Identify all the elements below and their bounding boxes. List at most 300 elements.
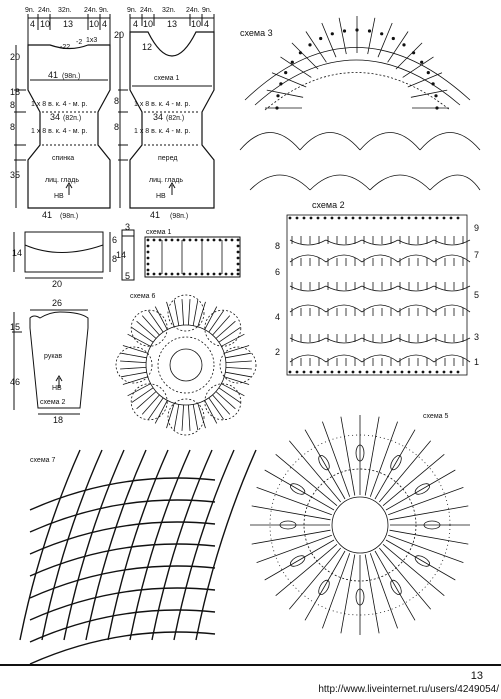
- stitch-ray: [213, 316, 230, 336]
- stitch-ray: [221, 384, 244, 396]
- stitch-dot: [432, 82, 435, 85]
- stitch-ray: [390, 530, 469, 544]
- stitch-ray: [121, 372, 147, 377]
- stitch-dot: [177, 239, 180, 242]
- front-waist-row-1: 1 x 8 в. к. 4 - м. р.: [134, 101, 191, 108]
- back-width-stitches: (98n.): [62, 73, 81, 80]
- front-direction: НВ: [156, 193, 166, 200]
- stitch-dot: [450, 371, 453, 374]
- stitch-ray: [188, 299, 190, 325]
- stitch-dot: [147, 251, 150, 254]
- stitch-dot: [380, 217, 383, 220]
- net-curve: [30, 588, 215, 620]
- stitch-dot: [276, 94, 279, 97]
- stitch-ray: [365, 417, 379, 496]
- petal-arc: [116, 347, 152, 383]
- stitch-dot: [177, 273, 180, 276]
- stitch-ray: [224, 346, 249, 354]
- stitch-arch: [362, 286, 398, 291]
- belt-piece: [14, 232, 110, 278]
- stitch-arch: [326, 305, 362, 312]
- schema-1: [145, 237, 240, 277]
- stitch-arch: [362, 305, 398, 312]
- back-bottom-stitches: (98п.): [60, 213, 79, 220]
- back-top-value-4: 10: [89, 19, 100, 29]
- stitch-ray: [167, 302, 175, 327]
- stitch-ray: [341, 555, 355, 634]
- stitch-dot: [457, 217, 460, 220]
- stitch-dot: [147, 245, 150, 248]
- stitch-arch: [398, 305, 434, 312]
- stitch-dot: [231, 239, 234, 242]
- belt-width: 20: [52, 279, 63, 289]
- stitch-ray: [396, 43, 422, 69]
- stitch-arch: [362, 355, 398, 362]
- petal-arc: [131, 384, 167, 420]
- stitch-ray: [174, 404, 179, 430]
- stitch-dot: [289, 217, 292, 220]
- stitch-dot: [225, 239, 228, 242]
- strip-labels: [116, 222, 130, 281]
- stitch-arch: [434, 355, 470, 362]
- stitch-ray: [390, 506, 469, 520]
- back-top-width-4: 24n.: [84, 7, 98, 14]
- stitch-dot: [237, 269, 240, 272]
- petal-arc: [168, 399, 204, 435]
- stitch-arch: [434, 338, 470, 343]
- strip-value-1: 3: [125, 222, 131, 232]
- back-top-width-5: 9n.: [99, 7, 109, 14]
- stitch-dot: [159, 273, 162, 276]
- back-labels: [10, 7, 109, 220]
- stitch-dot: [427, 71, 430, 74]
- back-neck-step-3: 1x3: [86, 37, 98, 44]
- stitch-ray: [148, 311, 163, 332]
- front-top-value-3: 13: [167, 19, 178, 29]
- stitch-ray: [182, 405, 184, 431]
- stitch-dot: [415, 371, 418, 374]
- stitch-dot: [422, 217, 425, 220]
- front-waist-width: 34: [153, 112, 164, 122]
- stitch-dot: [317, 217, 320, 220]
- front-side-3: 8: [114, 96, 120, 106]
- front-waist-stitches: (82п.): [166, 115, 185, 122]
- stitch-dot: [355, 28, 358, 31]
- stitch-dot: [296, 217, 299, 220]
- stitch-ray: [148, 398, 163, 419]
- stitch-dot: [237, 245, 240, 248]
- front-waist-row-2: 1 x 8 в. к. 4 - м. р.: [134, 128, 191, 135]
- stitch-dot: [219, 273, 222, 276]
- stitch-dot: [429, 371, 432, 374]
- stitch-dot: [219, 239, 222, 242]
- strip-value-3: 5: [125, 271, 131, 281]
- stitch-dot: [401, 371, 404, 374]
- stitch-ray: [128, 334, 151, 346]
- back-side-2: 18: [10, 87, 21, 97]
- stitch-arch: [398, 338, 434, 343]
- stitch-dot: [171, 239, 174, 242]
- stitch-dot: [237, 251, 240, 254]
- stitch-ray: [225, 372, 251, 377]
- stitch-dot: [237, 257, 240, 260]
- schema-2-row-right-1: 9: [474, 223, 480, 233]
- back-waist-width: 34: [50, 112, 61, 122]
- stitch-dot: [443, 371, 446, 374]
- stitch-ray: [193, 404, 198, 430]
- schema-6-title: схема 6: [130, 293, 156, 300]
- sleeve-bottom-width: 18: [53, 415, 64, 425]
- petal-arc: [131, 310, 167, 346]
- stitch-dot: [147, 239, 150, 242]
- stitch-ray: [137, 321, 157, 338]
- stitch-dot: [225, 273, 228, 276]
- stitch-dot: [324, 371, 327, 374]
- page-number: 13: [470, 670, 483, 682]
- belt-height: 14: [12, 248, 23, 258]
- stitch-dot: [420, 61, 423, 64]
- stitch-ray: [225, 353, 251, 358]
- stitch-dot: [213, 239, 216, 242]
- stitch-arch: [326, 355, 362, 362]
- stitch-arch: [362, 255, 398, 262]
- back-top-value-1: 4: [30, 19, 36, 29]
- schema-3-title: схема 3: [240, 28, 273, 38]
- stitch-ray: [341, 417, 355, 496]
- schema-3: [240, 16, 480, 190]
- stitch-dot: [394, 217, 397, 220]
- stitch-dot: [195, 273, 198, 276]
- front-top-width-3: 32n.: [162, 7, 176, 14]
- stitch-dot: [147, 257, 150, 260]
- back-top-width-3: 32n.: [58, 7, 72, 14]
- stitch-ray: [155, 400, 167, 423]
- back-waist-row-2: 1 x 8 в. к. 4 - м. р.: [31, 128, 88, 135]
- stitch-arch: [290, 338, 326, 343]
- stitch-dot: [324, 217, 327, 220]
- stitch-dot: [284, 71, 287, 74]
- back-side-5: 35: [10, 170, 21, 180]
- stitch-dot: [387, 217, 390, 220]
- stitch-arch: [326, 286, 362, 291]
- stitch-ray: [265, 540, 334, 580]
- stitch-dot: [415, 217, 418, 220]
- stitch-dot: [207, 273, 210, 276]
- back-neck-step-1: -22: [60, 44, 71, 51]
- front-bottom-width: 41: [150, 210, 161, 220]
- stitch-dot: [366, 371, 369, 374]
- stitch-dot: [317, 371, 320, 374]
- stitch-dot: [345, 371, 348, 374]
- stitch-ray: [193, 300, 198, 326]
- stitch-dot: [195, 239, 198, 242]
- stitch-ray: [252, 506, 331, 520]
- sleeve-schema: схема 2: [40, 399, 66, 406]
- stitch-dot: [171, 273, 174, 276]
- front-top-width-1: 9n.: [127, 7, 137, 14]
- stitch-arch: [290, 240, 326, 245]
- back-side-1: 20: [10, 52, 21, 62]
- front-top-value-5: 4: [204, 19, 210, 29]
- stitch-dot: [279, 82, 282, 85]
- stitch-dot: [359, 371, 362, 374]
- stitch-dot: [183, 239, 186, 242]
- stitch-ray: [226, 361, 252, 363]
- stitch-ray: [209, 398, 224, 419]
- stitch-ray: [120, 367, 146, 369]
- page-footer: [0, 664, 501, 699]
- sleeve-direction: НВ: [52, 385, 62, 392]
- net-curve: [64, 450, 124, 640]
- net-curve: [30, 610, 215, 642]
- schema-2-title: схема 2: [312, 200, 345, 210]
- stitch-arch: [434, 305, 470, 312]
- schema-7: [20, 450, 256, 664]
- front-top-value-1: 4: [133, 19, 139, 29]
- stitch-arch: [398, 240, 434, 245]
- schema-5-title: схема 5: [423, 413, 449, 420]
- strip-value-2: 14: [116, 250, 127, 260]
- back-top-value-2: 10: [40, 19, 51, 29]
- stitch-ray: [306, 32, 327, 63]
- stitch-dot: [392, 37, 395, 40]
- stitch-dot: [408, 371, 411, 374]
- stitch-ray: [221, 334, 244, 346]
- stitch-ray: [219, 388, 240, 403]
- stitch-ray: [216, 321, 236, 338]
- front-bottom-stitches: (98п.): [170, 213, 189, 220]
- stitch-ray: [137, 392, 157, 409]
- stitch-dot: [159, 239, 162, 242]
- stitch-dot: [291, 61, 294, 64]
- net-curve: [30, 632, 215, 664]
- stitch-arch: [398, 286, 434, 291]
- stitch-ray: [386, 470, 455, 510]
- stitch-ray: [292, 43, 318, 69]
- schema-7-title: схема 7: [30, 457, 56, 464]
- stitch-dot: [366, 217, 369, 220]
- stitch-dot: [237, 239, 240, 242]
- stitch-dot: [183, 273, 186, 276]
- stitch-ray: [272, 73, 306, 87]
- stitch-dot: [299, 51, 302, 54]
- sleeve-side-2: 46: [10, 377, 21, 387]
- stitch-ray: [209, 311, 224, 332]
- schema-5: [250, 415, 470, 635]
- stitch-dot: [380, 32, 383, 35]
- source-url[interactable]: http://www.liveinternet.ru/users/4249054/: [318, 684, 499, 695]
- stitch-dot: [434, 94, 437, 97]
- stitch-ray: [155, 307, 167, 330]
- stitch-ray: [132, 327, 153, 342]
- stitch-dot: [237, 273, 240, 276]
- schema-2-row-left-3: 4: [275, 312, 281, 322]
- stitch-arch: [434, 286, 470, 291]
- stitch-arch: [398, 355, 434, 362]
- stitch-dot: [310, 217, 313, 220]
- front-top-width-5: 9n.: [202, 7, 212, 14]
- stitch-dot: [231, 273, 234, 276]
- back-stitch: лиц. гладь: [45, 177, 80, 184]
- stitch-arch: [290, 255, 326, 262]
- stitch-dot: [435, 106, 438, 109]
- stitch-ray: [375, 551, 415, 620]
- stitch-dot: [147, 263, 150, 266]
- sleeve-name: рукав: [44, 353, 63, 360]
- schema-1-title: схема 1: [146, 229, 172, 236]
- back-top-width-2: 24n.: [38, 7, 52, 14]
- belt-side-2: 8: [112, 254, 118, 264]
- schema-6: [116, 295, 256, 435]
- stitch-dot: [289, 371, 292, 374]
- stitch-dot: [380, 371, 383, 374]
- petal-arc: [168, 295, 204, 331]
- schema-2-row-right-5: 1: [474, 357, 480, 367]
- footer-divider: [0, 664, 501, 666]
- back-waist-row-1: 1 x 8 в. к. 4 - м. р.: [31, 101, 88, 108]
- stitch-ray: [281, 57, 312, 78]
- back-direction: НВ: [54, 193, 64, 200]
- stitch-dot: [165, 239, 168, 242]
- sleeve-top-width: 26: [52, 298, 63, 308]
- schema-2-row-right-4: 3: [474, 332, 480, 342]
- front-top-value-2: 10: [143, 19, 154, 29]
- back-waist-stitches: (82п.): [63, 115, 82, 122]
- stitch-dot: [189, 273, 192, 276]
- belt-side-1: 6: [112, 235, 118, 245]
- stitch-ray: [216, 392, 236, 409]
- petal-arc: [205, 310, 241, 346]
- stitch-ray: [386, 540, 455, 580]
- net-curve: [86, 450, 146, 640]
- stitch-dot: [450, 217, 453, 220]
- belt-labels: [12, 235, 117, 289]
- stitch-dot: [296, 371, 299, 374]
- schema-2-row-right-2: 7: [474, 250, 480, 260]
- stitch-dot: [373, 217, 376, 220]
- stitch-dot: [147, 273, 150, 276]
- back-side-3: 8: [10, 100, 16, 110]
- stitch-dot: [343, 29, 346, 32]
- stitch-dot: [387, 371, 390, 374]
- stitch-dot: [303, 371, 306, 374]
- petal-arc: [220, 347, 256, 383]
- stitch-ray: [128, 384, 151, 396]
- stitch-dot: [373, 371, 376, 374]
- front-schema-label: схема 1: [154, 75, 180, 82]
- front-top-value-4: 10: [191, 19, 202, 29]
- stitch-ray: [142, 395, 159, 415]
- stitch-ray: [174, 300, 179, 326]
- back-bottom-width: 41: [42, 210, 53, 220]
- schema-2: [287, 215, 470, 375]
- stitch-dot: [436, 371, 439, 374]
- stitch-ray: [123, 377, 148, 385]
- stitch-dot: [338, 371, 341, 374]
- front-stitch: лиц. гладь: [149, 177, 184, 184]
- stitch-dot: [394, 371, 397, 374]
- stitch-arch: [434, 255, 470, 262]
- net-curve: [30, 522, 215, 554]
- front-top-width-4: 24n.: [186, 7, 200, 14]
- petal-arc: [205, 384, 241, 420]
- stitch-ray: [182, 299, 184, 325]
- front-side-4: 8: [114, 122, 120, 132]
- stitch-dot: [153, 239, 156, 242]
- stitch-dot: [331, 371, 334, 374]
- stitch-arch: [326, 240, 362, 245]
- stitch-ray: [375, 430, 415, 499]
- stitch-arch: [326, 338, 362, 343]
- back-name: спинка: [52, 155, 75, 162]
- stitch-ray: [226, 367, 252, 369]
- stitch-dot: [319, 37, 322, 40]
- stitch-ray: [188, 405, 190, 431]
- stitch-arch: [290, 286, 326, 291]
- front-name: перед: [158, 155, 178, 162]
- stitch-dot: [147, 269, 150, 272]
- front-side-2: 12: [142, 42, 153, 52]
- stitch-dot: [368, 29, 371, 32]
- stitch-dot: [275, 106, 278, 109]
- stitch-dot: [422, 371, 425, 374]
- back-side-4: 8: [10, 122, 16, 132]
- stitch-dot: [345, 217, 348, 220]
- back-neck-step-2: -2: [76, 39, 83, 46]
- stitch-arch: [290, 355, 326, 362]
- stitch-ray: [305, 551, 345, 620]
- stitch-dot: [331, 217, 334, 220]
- schema-2-row-right-3: 5: [474, 290, 480, 300]
- stitch-ray: [252, 530, 331, 544]
- stitch-ray: [219, 327, 240, 342]
- stitch-dot: [457, 371, 460, 374]
- stitch-ray: [213, 395, 230, 415]
- stitch-dot: [352, 217, 355, 220]
- stitch-arch: [398, 255, 434, 262]
- schema-2-row-left-2: 6: [275, 267, 281, 277]
- stitch-dot: [352, 371, 355, 374]
- stitch-dot: [429, 217, 432, 220]
- stitch-ray: [411, 90, 447, 97]
- stitch-dot: [402, 43, 405, 46]
- stitch-dot: [436, 217, 439, 220]
- stitch-dot: [207, 239, 210, 242]
- stitch-dot: [331, 32, 334, 35]
- stitch-ray: [365, 555, 379, 634]
- front-top-width-2: 24n.: [140, 7, 154, 14]
- front-labels: [114, 7, 212, 220]
- back-top-width-1: 9n.: [25, 7, 35, 14]
- stitch-arch: [326, 255, 362, 262]
- sleeve-side-1: 15: [10, 322, 21, 332]
- stitch-dot: [153, 273, 156, 276]
- stitch-dot: [408, 217, 411, 220]
- stitch-dot: [213, 273, 216, 276]
- stitch-dot: [310, 371, 313, 374]
- stitch-dot: [237, 263, 240, 266]
- stitch-ray: [142, 316, 159, 336]
- stitch-arch: [362, 240, 398, 245]
- stitch-ray: [121, 353, 147, 358]
- stitch-ray: [120, 361, 146, 363]
- stitch-dot: [443, 217, 446, 220]
- stitch-arch: [434, 240, 470, 245]
- stitch-ray: [265, 470, 334, 510]
- stitch-dot: [308, 43, 311, 46]
- stitch-arch: [290, 305, 326, 312]
- stitch-dot: [412, 51, 415, 54]
